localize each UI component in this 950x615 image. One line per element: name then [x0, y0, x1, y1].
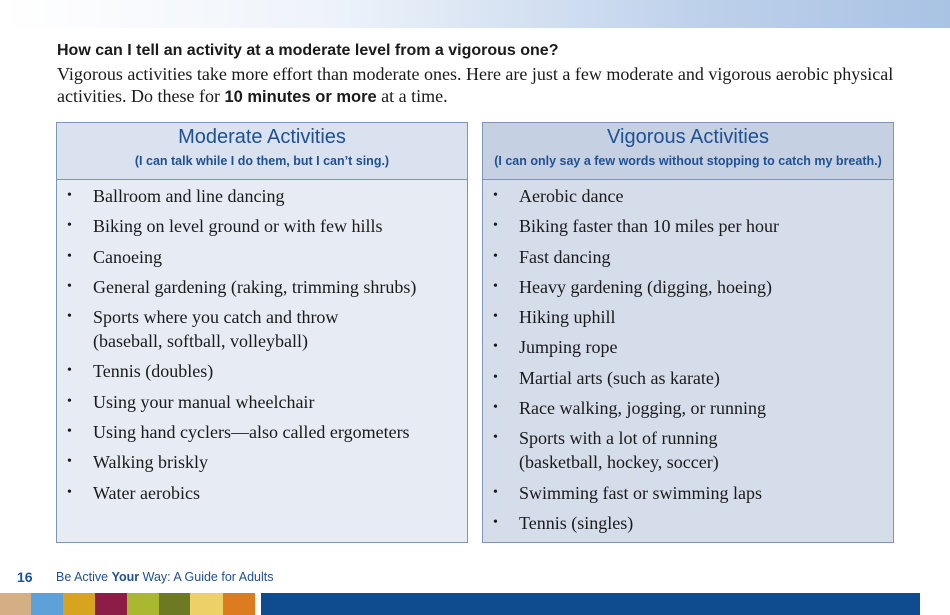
list-item	[57, 390, 467, 414]
list-item-text: Heavy gardening (digging, hoeing)	[519, 276, 772, 297]
page-number: 16	[17, 569, 33, 585]
list-item	[483, 396, 893, 420]
list-item-text: (baseball, softball, volleyball)	[93, 331, 308, 352]
moderate-subtitle: (I can talk while I do them, but I can’t sing.)	[134, 154, 390, 168]
vigorous-title: Vigorous Activities	[607, 126, 769, 148]
top-gradient-band	[0, 0, 950, 28]
list-item	[483, 481, 893, 505]
list-item-text: (basketball, hockey, soccer)	[519, 452, 719, 473]
list-item-text: Martial arts (such as karate)	[519, 367, 720, 388]
color-swatch	[0, 593, 31, 615]
moderate-header	[57, 123, 467, 180]
bullet-icon: •	[67, 424, 72, 440]
bullet-icon: •	[493, 339, 498, 355]
bullet-icon: •	[493, 484, 498, 500]
bullet-icon: •	[493, 369, 498, 385]
list-item-text: Race walking, jogging, or running	[519, 398, 766, 419]
bullet-icon: •	[493, 514, 498, 530]
color-swatch	[261, 593, 920, 615]
color-swatch	[63, 593, 95, 615]
list-item	[57, 184, 467, 208]
list-item-text: Tennis (doubles)	[93, 361, 214, 382]
bullet-icon: •	[493, 248, 498, 264]
color-swatch	[190, 593, 223, 615]
list-item	[57, 359, 467, 383]
bullet-icon: •	[493, 400, 498, 416]
bullet-icon: •	[493, 309, 498, 325]
list-item-text: Sports where you catch and throw	[93, 307, 339, 328]
bullet-icon: •	[67, 393, 72, 409]
list-item	[483, 245, 893, 269]
list-item-text: Aerobic dance	[519, 186, 624, 206]
list-item	[57, 305, 467, 353]
bullet-icon: •	[67, 454, 72, 470]
list-item-text: Using your manual wheelchair	[93, 391, 315, 412]
moderate-title: Moderate Activities	[178, 126, 346, 148]
list-item	[57, 275, 467, 299]
bullet-icon: •	[493, 188, 498, 203]
list-item-text: Biking on level ground or with few hills	[93, 216, 383, 237]
list-item-text: Ballroom and line dancing	[93, 186, 285, 206]
color-swatch	[127, 593, 159, 615]
bullet-icon: •	[493, 278, 498, 294]
bullet-icon: •	[493, 430, 498, 446]
bullet-icon: •	[493, 218, 498, 234]
guide-title-prefix: Be Active	[56, 570, 112, 584]
list-item	[483, 275, 893, 299]
bullet-icon: •	[67, 218, 72, 234]
vigorous-activities-box	[482, 122, 894, 543]
list-item-text: Water aerobics	[93, 482, 200, 503]
intro-text-after: at a time.	[376, 86, 448, 106]
bullet-icon: •	[67, 484, 72, 500]
list-item-text: Biking faster than 10 miles per hour	[519, 216, 779, 237]
color-swatch	[31, 593, 63, 615]
list-item-text: Sports with a lot of running	[519, 428, 718, 449]
vigorous-list	[483, 180, 893, 535]
list-item-text: Fast dancing	[519, 246, 611, 267]
intro-text-bold: 10 minutes or more	[224, 88, 377, 106]
guide-title-suffix: Way: A Guide for Adults	[139, 570, 274, 584]
list-item	[483, 335, 893, 359]
list-item	[57, 450, 467, 474]
footer-color-bar	[0, 593, 950, 615]
moderate-list	[57, 180, 467, 505]
bullet-icon: •	[67, 278, 72, 294]
list-item	[483, 511, 893, 535]
bullet-icon: •	[67, 363, 72, 379]
color-swatch	[159, 593, 190, 615]
list-item	[483, 366, 893, 390]
list-item	[483, 214, 893, 238]
bullet-icon: •	[67, 248, 72, 264]
list-item	[483, 305, 893, 329]
intro-question: How can I tell an activity at a moderate level from a vigorous one?	[57, 42, 559, 59]
list-item-text: General gardening (raking, trimming shrubs)	[93, 276, 417, 297]
list-item-text: Using hand cyclers—also called ergometers	[93, 422, 410, 443]
bullet-icon: •	[67, 188, 72, 203]
intro-text-before: Vigorous activities take more effort than moderate ones. Here are just a few moderate and vigorous aerobic physical activities. Do these for	[57, 64, 894, 106]
moderate-activities-box	[56, 122, 468, 543]
list-item-text: Canoeing	[93, 246, 162, 267]
list-item	[57, 481, 467, 505]
intro-section	[57, 40, 917, 108]
list-item	[57, 245, 467, 269]
color-swatch	[95, 593, 127, 615]
list-item-text: Tennis (singles)	[519, 512, 634, 533]
list-item	[57, 420, 467, 444]
list-item	[483, 184, 893, 208]
intro-paragraph	[57, 63, 917, 108]
list-item	[57, 214, 467, 238]
list-item-text: Hiking uphill	[519, 307, 616, 328]
vigorous-header	[483, 123, 893, 180]
vigorous-subtitle: (I can only say a few words without stopping to catch my breath.)	[494, 154, 882, 168]
color-swatch	[223, 593, 255, 615]
guide-title-bold: Your	[111, 570, 140, 584]
bullet-icon: •	[67, 309, 72, 325]
guide-title	[56, 570, 273, 584]
list-item-text: Swimming fast or swimming laps	[519, 482, 762, 503]
list-item	[483, 426, 893, 474]
list-item-text: Jumping rope	[519, 337, 618, 358]
list-item-text: Walking briskly	[93, 452, 209, 473]
